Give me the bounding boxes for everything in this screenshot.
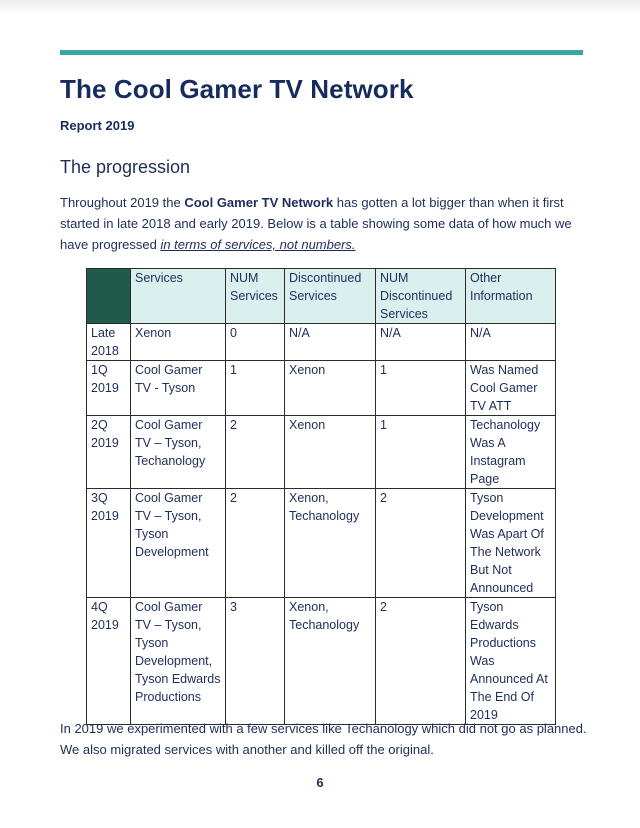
table-cell-other-info: Tyson Edwards Productions Was Announced At The End Of 2019 bbox=[466, 598, 556, 725]
intro-paragraph bbox=[60, 192, 590, 255]
table-header-num-services: NUM Services bbox=[226, 269, 285, 324]
page-number: 6 bbox=[316, 775, 324, 790]
table-cell-services: Cool Gamer TV – Tyson, Tyson Development, Tyson Edwards Productions bbox=[131, 598, 226, 725]
table-row bbox=[87, 361, 556, 416]
page-top-shadow bbox=[0, 0, 640, 14]
table-cell-num-services: 3 bbox=[226, 598, 285, 725]
document-subtitle: Report 2019 bbox=[60, 118, 135, 133]
table-cell-other-info: Tyson Development Was Apart Of The Network But Not Announced bbox=[466, 489, 556, 598]
table-cell-num-services: 2 bbox=[226, 489, 285, 598]
table-cell-period: 3Q 2019 bbox=[87, 489, 131, 598]
intro-text-start: Throughout 2019 the bbox=[60, 195, 185, 210]
table-cell-period: 2Q 2019 bbox=[87, 416, 131, 489]
table-cell-period: 1Q 2019 bbox=[87, 361, 131, 416]
table-cell-num-discontinued: 1 bbox=[376, 361, 466, 416]
table-cell-services: Cool Gamer TV – Tyson, Tyson Development bbox=[131, 489, 226, 598]
table-header-other-info: Other Information bbox=[466, 269, 556, 324]
table-cell-services: Xenon bbox=[131, 324, 226, 361]
table-row bbox=[87, 598, 556, 725]
table-header-corner bbox=[87, 269, 131, 324]
table-cell-discontinued: Xenon bbox=[285, 416, 376, 489]
table-cell-services: Cool Gamer TV – Tyson, Techanology bbox=[131, 416, 226, 489]
table-cell-discontinued: Xenon bbox=[285, 361, 376, 416]
table-cell-other-info: N/A bbox=[466, 324, 556, 361]
table-cell-num-discontinued: 1 bbox=[376, 416, 466, 489]
table-row bbox=[87, 416, 556, 489]
intro-text-middle: has gotten a lot bigger than when it first started in late 2018 and early 2019. Below is a table showing some data of how much we have progressed bbox=[60, 195, 572, 252]
table-header-num-discontinued: NUM Discontinued Services bbox=[376, 269, 466, 324]
table-header-row bbox=[87, 269, 556, 324]
accent-rule bbox=[60, 50, 583, 55]
table-cell-other-info: Was Named Cool Gamer TV ATT bbox=[466, 361, 556, 416]
table-cell-num-services: 2 bbox=[226, 416, 285, 489]
document-title: The Cool Gamer TV Network bbox=[60, 74, 414, 104]
intro-link[interactable]: in terms of services, not numbers. bbox=[160, 237, 356, 252]
table-cell-num-services: 1 bbox=[226, 361, 285, 416]
table-cell-discontinued: Xenon, Techanology bbox=[285, 489, 376, 598]
table-cell-period: 4Q 2019 bbox=[87, 598, 131, 725]
table-row bbox=[87, 489, 556, 598]
table-header-discontinued: Discontinued Services bbox=[285, 269, 376, 324]
table-row bbox=[87, 324, 556, 361]
outro-paragraph: In 2019 we experimented with a few services like Techanology which did not go as planned. We also migrated services with another and killed off the original. bbox=[60, 721, 587, 757]
progression-table bbox=[86, 268, 556, 725]
table-cell-discontinued: N/A bbox=[285, 324, 376, 361]
table-cell-discontinued: Xenon, Techanology bbox=[285, 598, 376, 725]
table-cell-services: Cool Gamer TV - Tyson bbox=[131, 361, 226, 416]
intro-bold-network: Cool Gamer TV Network bbox=[184, 195, 334, 210]
table-cell-other-info: Techanology Was A Instagram Page bbox=[466, 416, 556, 489]
table-cell-num-discontinued: N/A bbox=[376, 324, 466, 361]
table-cell-period: Late 2018 bbox=[87, 324, 131, 361]
table-cell-num-discontinued: 2 bbox=[376, 598, 466, 725]
table-cell-num-services: 0 bbox=[226, 324, 285, 361]
section-heading: The progression bbox=[60, 157, 191, 177]
table-header-services: Services bbox=[131, 269, 226, 324]
table-cell-num-discontinued: 2 bbox=[376, 489, 466, 598]
